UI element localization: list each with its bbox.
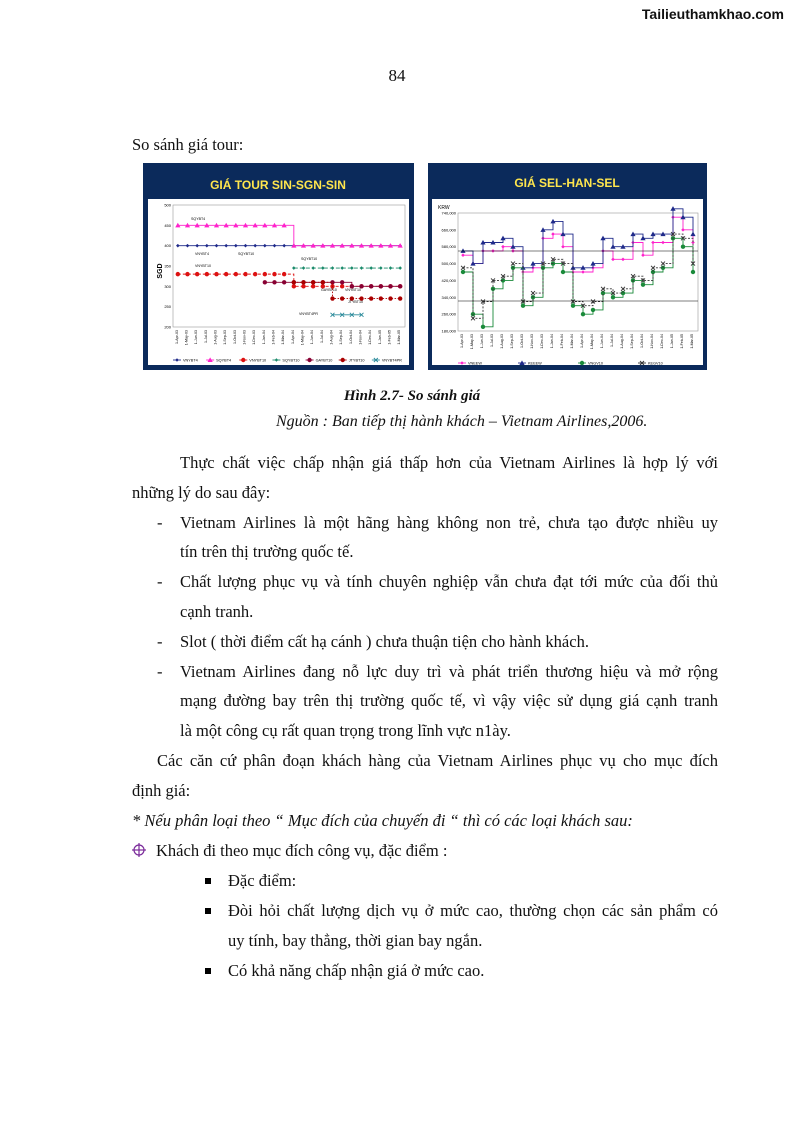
data-point	[369, 284, 373, 288]
legend-label: KEGV10	[648, 361, 663, 366]
paragraph2-line1: Các căn cứ phân đoạn khách hàng của Vietnam Airlines phục vụ cho mục đích	[157, 751, 718, 770]
x-tick-label: 1-Dec-03	[540, 334, 544, 349]
data-point	[481, 325, 485, 329]
y-tick-label: 580,000	[441, 244, 456, 250]
bullet-dash: -	[157, 572, 163, 591]
legend-label: JTYBT10	[348, 358, 365, 363]
legend-label: SQYBT10	[282, 358, 300, 363]
data-point	[521, 304, 525, 308]
annotation-label: VNYBT4PR	[299, 312, 318, 316]
x-tick-label: 1-Oct-04	[640, 334, 644, 348]
x-tick-label: 1-Sep-03	[510, 334, 514, 349]
y-tick-label: 740,000	[441, 210, 456, 216]
x-tick-label: 1-Oct-04	[348, 330, 353, 344]
data-point	[301, 284, 305, 288]
y-tick-label: 300	[164, 283, 171, 289]
figure-source: Nguồn : Ban tiếp thị hành khách – Vietnam Airlines,2006.	[276, 413, 648, 430]
sub-item2-line2: uy tính, bay thẳng, thời gian bay ngắn.	[228, 931, 483, 950]
figure-caption: Hình 2.7- So sánh giá	[343, 388, 481, 404]
bullet1-line2: tín trên thị trường quốc tế.	[180, 542, 354, 561]
square-bullet-icon	[205, 878, 211, 884]
business-heading: Khách đi theo mục đích công vụ, đặc điểm :	[156, 841, 448, 860]
data-point	[272, 272, 276, 276]
x-tick-label: 1-Nov-03	[242, 330, 247, 345]
data-point	[330, 296, 334, 300]
paragraph2-line2: định giá:	[132, 781, 191, 800]
x-tick-label: 1-Dec-04	[660, 334, 664, 349]
data-point	[321, 280, 325, 284]
bullet4-line3: là một công cụ rất quan trọng trong lĩnh vực n1ày.	[180, 721, 511, 740]
square-bullet-icon	[205, 968, 211, 974]
x-tick-label: 1-Mar-04	[570, 334, 574, 349]
y-tick-label: 200	[164, 324, 171, 330]
x-tick-label: 1-Nov-03	[530, 334, 534, 349]
data-point	[388, 284, 392, 288]
x-tick-label: 1-Oct-03	[232, 330, 237, 344]
x-tick-label: 1-Mar-05	[690, 334, 694, 349]
data-point	[224, 272, 228, 276]
data-point	[234, 272, 238, 276]
annotation-label: SQYBT10	[301, 257, 318, 261]
x-tick-label: 1-Jun-04	[600, 334, 604, 349]
x-tick-label: 1-Sep-04	[339, 330, 344, 345]
legend-label: VNYBT4	[183, 358, 198, 363]
data-point	[205, 272, 209, 276]
data-point	[398, 296, 402, 300]
data-point	[681, 245, 685, 249]
data-point	[591, 308, 595, 312]
x-tick-label: 1-Jul-03	[203, 330, 208, 343]
y-tick-label: 660,000	[441, 227, 456, 233]
chart-sin-sgn-sin-svg	[143, 163, 414, 370]
data-point	[611, 295, 615, 299]
x-tick-label: 1-Mar-04	[281, 330, 286, 345]
page-number: 84	[388, 66, 406, 85]
legend-marker	[241, 358, 245, 362]
legend-label: GAYBT10	[315, 358, 333, 363]
x-tick-label: 1-Jan-05	[377, 330, 382, 345]
x-tick-label: 1-Jan-04	[261, 330, 266, 345]
section-intro: So sánh giá tour:	[132, 135, 244, 154]
bullet-dash: -	[157, 513, 163, 532]
x-tick-label: 1-Feb-05	[387, 330, 392, 345]
legend-label: SQYBT4	[216, 358, 232, 363]
data-point	[253, 272, 257, 276]
annotation-label: VNYBT10	[195, 264, 211, 268]
legend-label: KEEEW	[528, 361, 542, 366]
x-tick-label: 1-Apr-03	[174, 330, 179, 344]
x-tick-label: 1-Jan-05	[670, 334, 674, 349]
sub-item1: Đặc điểm:	[228, 871, 297, 890]
y-tick-label: 350	[164, 263, 171, 269]
x-tick-label: 1-May-04	[300, 330, 305, 346]
chart-sel-han-sel-svg	[428, 163, 707, 370]
y-tick-label: 450	[164, 222, 171, 228]
x-tick-label: 1-Aug-03	[213, 330, 218, 345]
y-tick-label: 340,000	[441, 294, 456, 300]
x-tick-label: 1-Jan-04	[550, 334, 554, 349]
x-tick-label: 1-Oct-03	[520, 334, 524, 348]
x-tick-label: 1-Sep-04	[630, 334, 634, 349]
legend-marker	[307, 358, 311, 362]
data-point	[311, 280, 315, 284]
x-tick-label: 1-Apr-04	[580, 334, 584, 348]
annotation-label: VNYBT4	[195, 252, 209, 256]
x-tick-label: 1-Dec-04	[368, 330, 373, 345]
bullet3-line1: Slot ( thời điểm cất hạ cánh ) chưa thuận tiện cho hành khách.	[180, 632, 589, 651]
data-point	[185, 272, 189, 276]
x-tick-label: 1-Apr-03	[460, 334, 464, 348]
x-tick-label: 1-May-03	[470, 334, 474, 350]
legend-label: VNEEW	[468, 361, 482, 366]
bullet4-line1: Vietnam Airlines đang nỗ lực duy trì và phát triển thương hiệu và mở rộng	[180, 662, 718, 681]
bullet4-line2: mạng đường bay trên thị trường quốc tế, vì vậy việc sử dụng giá cạnh tranh	[180, 691, 718, 710]
legend-marker	[580, 361, 584, 365]
chart-sin-sgn-sin	[143, 163, 414, 370]
sub-item3: Có khả năng chấp nhận giá ở mức cao.	[228, 961, 485, 980]
data-point	[195, 272, 199, 276]
x-tick-label: 1-Feb-05	[680, 334, 684, 349]
crosshair-bullet-icon	[132, 843, 146, 857]
data-point	[691, 270, 695, 274]
data-point	[388, 296, 392, 300]
legend-marker	[341, 358, 345, 362]
x-tick-label: 1-Feb-04	[560, 334, 564, 349]
data-point	[263, 272, 267, 276]
data-point	[282, 272, 286, 276]
x-tick-label: 1-Jul-04	[610, 334, 614, 347]
annotation-label: JTYBT10	[348, 300, 363, 304]
y-axis-label: KRW	[438, 205, 450, 211]
data-point	[461, 270, 465, 274]
annotation-label: GAYBT10	[321, 288, 337, 292]
bullet1-line1: Vietnam Airlines là một hãng hàng không non trẻ, chưa tạo được nhiều uy	[180, 513, 718, 532]
square-bullet-icon	[205, 908, 211, 914]
data-point	[272, 280, 276, 284]
data-point	[581, 312, 585, 316]
data-point	[379, 284, 383, 288]
data-point	[282, 280, 286, 284]
x-tick-label: 1-Jun-03	[480, 334, 484, 349]
y-tick-label: 250	[164, 304, 171, 310]
data-point	[292, 284, 296, 288]
chart-title: GIÁ TOUR SIN-SGN-SIN	[210, 178, 346, 192]
x-tick-label: 1-Nov-04	[358, 330, 363, 345]
x-tick-label: 1-Apr-04	[290, 330, 295, 344]
x-tick-label: 1-Mar-05	[397, 330, 402, 345]
data-point	[301, 280, 305, 284]
x-tick-label: 1-Dec-03	[252, 330, 257, 345]
y-axis-label: SGD	[157, 263, 164, 279]
x-tick-label: 1-Jul-04	[319, 330, 324, 343]
bullet2-line1: Chất lượng phục vụ và tính chuyên nghiệp vẫn chưa đạt tới mức của đối thủ	[180, 572, 718, 591]
legend-label: VNYBT10	[249, 358, 267, 363]
bullet-dash: -	[157, 662, 163, 681]
y-tick-label: 400	[164, 243, 171, 249]
bullet-dash: -	[157, 632, 163, 651]
data-point	[176, 272, 180, 276]
data-point	[571, 304, 575, 308]
legend-label: VNYBT4PR	[381, 358, 402, 363]
watermark: Tailieuthamkhao.com	[641, 6, 784, 22]
data-point	[369, 296, 373, 300]
italic-note: * Nếu phân loại theo “ Mục đích của chuyến đi “ thì có các loại khách sau:	[132, 811, 633, 830]
x-tick-label: 1-Jun-04	[310, 330, 315, 345]
y-tick-label: 180,000	[441, 328, 456, 334]
data-point	[641, 282, 645, 286]
x-tick-label: 1-May-04	[590, 334, 594, 350]
y-tick-label: 420,000	[441, 277, 456, 283]
data-point	[340, 284, 344, 288]
legend-label: VNGV10	[588, 361, 603, 366]
y-tick-label: 500,000	[441, 261, 456, 267]
x-tick-label: 1-Aug-04	[620, 334, 624, 349]
chart-title: GIÁ SEL-HAN-SEL	[514, 176, 620, 190]
y-tick-label: 500	[164, 202, 171, 208]
data-point	[340, 296, 344, 300]
x-tick-label: 1-May-03	[184, 330, 189, 346]
x-tick-label: 1-Feb-04	[271, 330, 276, 345]
data-point	[340, 280, 344, 284]
x-tick-label: 1-Jun-03	[194, 330, 199, 345]
paragraph1-line1: Thực chất việc chấp nhận giá thấp hơn của Vietnam Airlines là hợp lý với	[180, 453, 718, 472]
x-tick-label: 1-Jul-03	[490, 334, 494, 347]
data-point	[379, 296, 383, 300]
paragraph1-line2: những lý do sau đây:	[132, 483, 271, 502]
annotation-label: VNYBT10	[345, 288, 361, 292]
x-tick-label: 1-Aug-04	[329, 330, 334, 345]
x-tick-label: 1-Nov-04	[650, 334, 654, 349]
x-tick-label: 1-Aug-03	[500, 334, 504, 349]
data-point	[292, 280, 296, 284]
annotation-label: SQYBT4	[191, 217, 206, 221]
y-tick-label: 260,000	[441, 311, 456, 317]
data-point	[561, 270, 565, 274]
sub-item2-line1: Đòi hỏi chất lượng dịch vụ ở mức cao, thường chọn các sản phẩm có	[228, 901, 718, 920]
x-tick-label: 1-Sep-03	[223, 330, 228, 345]
data-point	[398, 284, 402, 288]
chart-sel-han-sel	[428, 163, 707, 370]
bullet2-line2: cạnh tranh.	[180, 602, 254, 621]
annotation-label: SQYBT10	[238, 252, 255, 256]
data-point	[263, 280, 267, 284]
data-point	[243, 272, 247, 276]
data-point	[214, 272, 218, 276]
data-point	[311, 284, 315, 288]
